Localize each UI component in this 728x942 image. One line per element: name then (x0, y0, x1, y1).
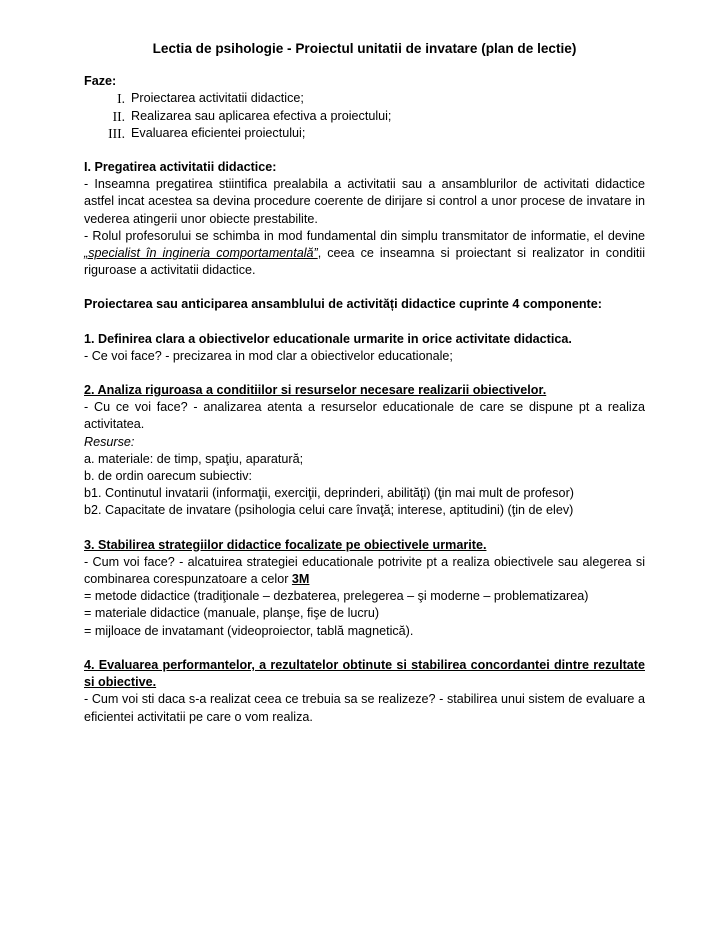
section-heading: I. Pregatirea activitatii didactice: (84, 160, 277, 175)
paragraph: - Cum voi sti daca s-a realizat ceea ce trebuia sa se realizeze? - stabilirea unui sistem de evaluare a eficientei activitatii pe care o vom realiza. (84, 692, 645, 724)
list-number: II. (112, 108, 125, 124)
paragraph: - Inseamna pregatirea stiintifica prealabila a activitatii sau a ansamblurilor de activitati didactice astfel incat acestea sa devina procedure coerente de dirijare si control a unor procese de invatare in vederea atingerii unor obiecte prestabilite. (84, 177, 645, 226)
component-heading: 2. Analiza riguroasa a conditiilor si resurselor necesare realizarii obiectivelor. (84, 383, 547, 398)
paragraph: - Ce voi face? - precizarea in mod clar a obiectivelor educationale; (84, 348, 453, 363)
list-item (104, 125, 645, 142)
resource-line: b. de ordin oarecum subiectiv: (84, 469, 253, 484)
component-3 (84, 537, 645, 640)
component-4 (84, 657, 645, 726)
three-m-label: 3M (291, 572, 310, 587)
faze-list (84, 90, 645, 142)
component-heading: 1. Definirea clara a obiectivelor educationale urmarite in orice activitate didactica. (84, 331, 572, 346)
text-span: - Cum voi face? - alcatuirea strategiei educationale potrivite pt a realiza obiectivele sau alegerea si combinarea corespunzatoare a celor (84, 554, 645, 587)
component-heading: 3. Stabilirea strategiilor didactice focalizate pe obiectivele urmarite. (84, 537, 487, 552)
components-heading-block (84, 296, 645, 313)
component-1 (84, 331, 645, 365)
text-span: , ceea ce inseamna si proiectant si realizator in conditii riguroase a activitatii didactice. (84, 246, 645, 278)
method-line: = mijloace de invatamant (videoproiector, tablă magnetică). (84, 623, 414, 638)
resurse-label: Resurse: (84, 434, 135, 449)
list-item (104, 108, 645, 125)
paragraph: - Cu ce voi face? - analizarea atenta a resurselor educationale de care se dispune pt a realiza activitatea. (84, 400, 645, 432)
list-number: III. (108, 125, 125, 141)
component-heading: 4. Evaluarea performantelor, a rezultatelor obtinute si stabilirea concordantei dintre rezultate si obiective. (84, 657, 645, 690)
method-line: = materiale didactice (manuale, planşe, fişe de lucru) (84, 606, 380, 621)
components-heading: Proiectarea sau anticiparea ansamblului de activități didactice cuprinte 4 componente: (84, 297, 602, 312)
component-2 (84, 382, 645, 520)
faze-heading: Faze: (84, 74, 117, 89)
list-text: Proiectarea activitatii didactice; (131, 91, 304, 106)
list-number: I. (117, 91, 125, 107)
list-item (104, 90, 645, 107)
resource-line: b2. Capacitate de invatare (psihologia celui care învaţă; interese, aptitudini) (ţin de elev) (84, 503, 574, 518)
page-title: Lectia de psihologie - Proiectul unitatii de invatare (plan de lectie) (152, 41, 577, 56)
text-span: - Rolul profesorului se schimba in mod fundamental din simplu transmitator de informatie, el devine (84, 228, 645, 243)
list-text: Evaluarea eficientei proiectului; (131, 125, 306, 140)
resource-line: b1. Continutul invatarii (informaţii, exerciţii, deprinderi, abilităţi) (ţin mai mult de profesor) (84, 486, 574, 501)
resource-line: a. materiale: de timp, spaţiu, aparatură; (84, 451, 304, 466)
list-text: Realizarea sau aplicarea efectiva a proiectului; (131, 108, 392, 123)
method-line: = metode didactice (tradiţionale – dezbaterea, prelegerea – şi moderne – problematizarea) (84, 589, 589, 604)
paragraph (84, 554, 645, 588)
section-pregatirea (84, 159, 645, 279)
specialist-phrase: „specialist în ingineria comportamentală” (84, 246, 318, 261)
document-page (84, 40, 645, 726)
paragraph (84, 228, 645, 280)
